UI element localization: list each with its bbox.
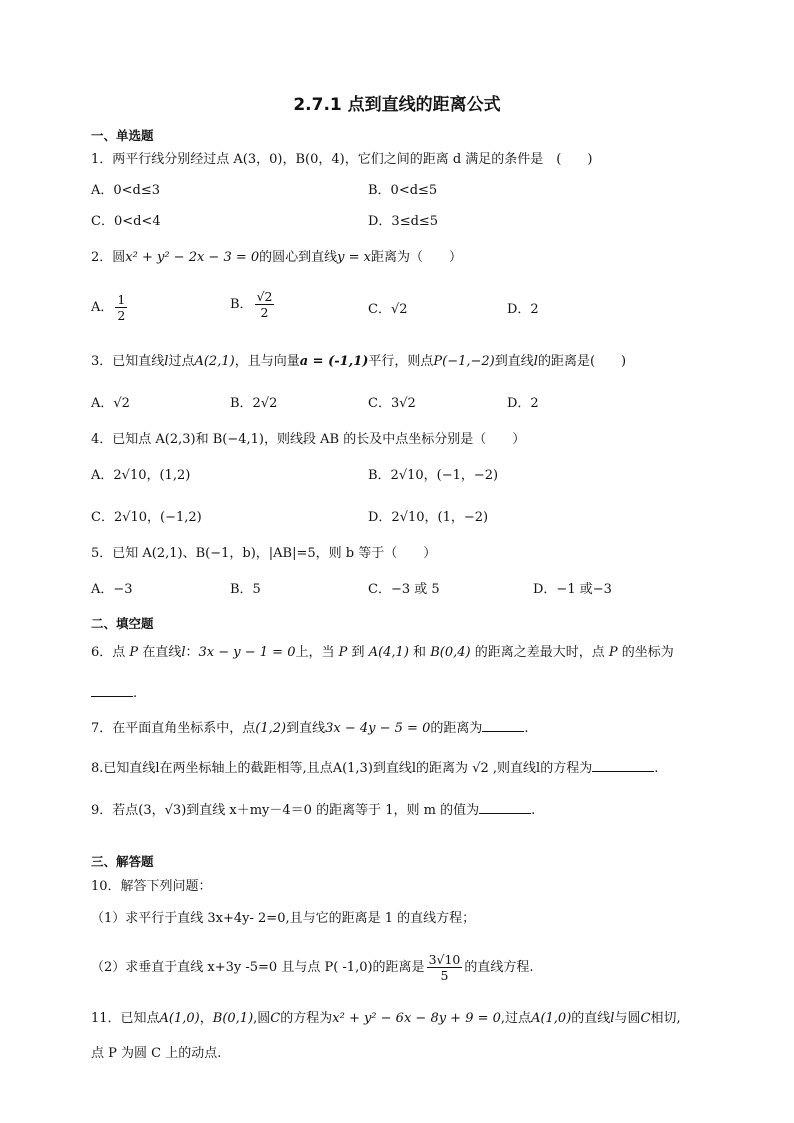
page-title: 2.7.1 点到直线的距离公式	[293, 95, 501, 115]
question-6-stem	[91, 643, 674, 663]
question-5-option-b: B．5	[230, 582, 261, 597]
question-3-line-symbol: l	[164, 354, 169, 369]
question-7-text-2: 到直线	[286, 721, 326, 736]
question-10-part-2-text-2: 的直线方程.	[464, 960, 534, 975]
question-6-answer-blank[interactable]	[91, 683, 133, 697]
question-3-option-b: B．2√2	[230, 396, 278, 411]
question-10-part-2-fraction	[427, 952, 463, 983]
question-2-option-a-fraction	[115, 292, 127, 323]
question-1-option-c: C．0<d<4	[91, 214, 161, 229]
question-8-answer-blank[interactable]	[592, 758, 654, 772]
question-6-point-p-3: P	[608, 645, 618, 660]
question-8-text-2: ,则直线l的方程为	[492, 761, 593, 776]
question-9-text-2: )到直线 x＋my－4＝0 的距离等于 1，则 m 的值为	[181, 803, 480, 818]
question-3-option-a: A．√2	[91, 396, 130, 411]
question-7-text-1: 7．在平面直角坐标系中，点	[91, 721, 256, 736]
question-9-end-mark: .	[531, 803, 536, 818]
question-11-text-7: 相切,	[650, 1011, 681, 1026]
question-3-stem	[91, 352, 626, 372]
question-11-text-6: 与圆	[614, 1011, 641, 1026]
question-3-point-a: A(2,1)	[194, 354, 235, 369]
question-6-point-p: P	[129, 645, 139, 660]
section-heading-fill-in: 二、填空题	[91, 616, 154, 631]
question-3-text-4: 平行，则点	[368, 354, 434, 369]
question-8-stem	[91, 758, 658, 779]
question-3-point-p: P(−1,−2)	[433, 354, 495, 369]
question-9-sqrt-value: √3	[164, 803, 182, 818]
question-3-option-d: D．2	[507, 396, 539, 411]
question-4-option-c: C．2√10，(−1,2)	[91, 510, 202, 525]
section-heading-single-choice: 一、单选题	[91, 128, 154, 143]
question-6-text-6: 的距离之差最大时，点	[474, 645, 605, 660]
question-2-prefix: 2．圆	[91, 250, 126, 265]
question-9-stem	[91, 800, 535, 821]
question-7-text-3: 的距离为	[430, 721, 483, 736]
question-1-option-a: A．0<d≤3	[91, 183, 161, 198]
question-6-end-mark: .	[133, 686, 138, 701]
question-11-text-4: ,过点	[500, 1011, 532, 1026]
question-9-text-1: 9．若点(3，	[91, 803, 165, 818]
question-11-point-b: B(0,1)	[212, 1011, 254, 1026]
section-heading-solutions: 三、解答题	[91, 854, 154, 869]
question-6-point-p-2: P	[338, 645, 348, 660]
question-6-line-equation: 3x − y − 1 = 0	[198, 645, 296, 660]
question-2-mid-text: 的圆心到直线	[259, 250, 338, 265]
question-6-point-a: A(4,1)	[368, 645, 409, 660]
question-3-vector: a = (-1,1)	[299, 354, 369, 369]
question-2-option-b	[230, 289, 276, 320]
question-6-text-5: 到	[351, 645, 365, 660]
question-4-option-a: A．2√10，(1,2)	[91, 468, 191, 483]
question-6-point-b: B(0,4)	[430, 645, 471, 660]
question-2-line-equation: y = x	[337, 250, 372, 265]
question-3-text-5: 到直线	[494, 354, 534, 369]
question-11-text-5: 的直线	[571, 1011, 611, 1026]
question-11-point-a: A(1,0)	[159, 1011, 200, 1026]
question-6-text-4: 上，当	[295, 645, 335, 660]
question-6-text-3: ：	[185, 645, 199, 660]
question-11-line-2: 点 P 为圆 C 上的动点.	[91, 1046, 222, 1061]
fraction-denominator: 5	[440, 968, 449, 983]
question-2-option-d: D．2	[507, 302, 539, 317]
question-4-stem: 4．已知点 A(2,3)和 B(−4,1)，则线段 AB 的长及中点坐标分别是（ ）	[91, 432, 526, 447]
question-6-and: 和	[413, 645, 427, 660]
question-5-option-d: D．−1 或−3	[533, 582, 612, 597]
question-4-option-d: D．2√10，(1，−2)	[368, 510, 489, 525]
question-7-answer-blank[interactable]	[482, 718, 524, 732]
question-11-text-3: 的方程为	[280, 1011, 333, 1026]
question-10-part-2	[91, 952, 534, 983]
question-2-suffix: 距离为（ ）	[371, 250, 463, 265]
question-3-text-3: ，且与向量	[234, 354, 300, 369]
question-9-answer-blank[interactable]	[479, 800, 531, 814]
question-8-distance-value: √2	[472, 761, 489, 776]
question-11-text-2: ,圆	[253, 1011, 271, 1026]
question-6-answer-line	[91, 683, 137, 704]
question-2-stem	[91, 248, 462, 268]
question-8-text-1: 8.已知直线l在两坐标轴上的截距相等,且点A(1,3)到直线l的距离为	[91, 761, 469, 776]
question-11-line-symbol: l	[610, 1011, 615, 1026]
question-11-text-1: 11．已知点	[91, 1011, 160, 1026]
question-8-end-mark: .	[654, 761, 659, 776]
question-5-option-c: C．−3 或 5	[368, 582, 440, 597]
fraction-denominator: 2	[260, 305, 269, 320]
fraction-numerator: 3√10	[428, 952, 461, 967]
question-2-option-a	[91, 292, 129, 323]
question-3-text-1: 3．已知直线	[91, 354, 165, 369]
question-2-circle-equation: x² + y² − 2x − 3 = 0	[125, 250, 260, 265]
question-7-stem	[91, 718, 529, 739]
question-10-stem: 10．解答下列问题：	[91, 879, 212, 894]
question-7-line-equation: 3x − 4y − 5 = 0	[325, 721, 431, 736]
question-7-point: (1,2)	[255, 721, 287, 736]
question-11-circle-c-2: C	[640, 1011, 651, 1026]
question-2-option-a-label: A．	[91, 300, 114, 315]
question-3-line-symbol-2: l	[533, 354, 538, 369]
question-11-comma: ，	[199, 1011, 213, 1026]
question-6-text-1: 6．点	[91, 645, 126, 660]
question-1-option-d: D．3≤d≤5	[368, 214, 439, 229]
question-11-circle-c: C	[270, 1011, 281, 1026]
question-2-option-b-label: B．	[230, 297, 253, 312]
question-6-text-2: 在直线	[142, 645, 182, 660]
question-3-text-2: 过点	[168, 354, 195, 369]
question-2-option-c-value: √2	[390, 302, 408, 317]
question-10-part-2-text-1: （2）求垂直于直线 x+3y -5=0 且与点 P( -1,0)的距离是	[91, 960, 425, 975]
question-11-stem	[91, 1009, 681, 1029]
question-3-text-6: 的距离是( )	[537, 354, 627, 369]
question-11-point-a-2: A(1,0)	[531, 1011, 572, 1026]
question-7-end-mark: .	[524, 721, 529, 736]
question-5-option-a: A．−3	[91, 582, 133, 597]
question-2-option-c	[368, 300, 408, 320]
question-2-option-c-label: C．	[368, 302, 391, 317]
question-3-option-c: C．3√2	[368, 396, 416, 411]
question-6-text-7: 的坐标为	[621, 645, 674, 660]
fraction-numerator: 1	[117, 292, 126, 307]
question-11-circle-equation: x² + y² − 6x − 8y + 9 = 0	[332, 1011, 501, 1026]
question-2-option-b-fraction	[255, 289, 275, 320]
question-1-option-b: B．0<d≤5	[368, 183, 438, 198]
question-6-line-symbol: l	[181, 645, 186, 660]
question-4-option-b: B．2√10，(−1，−2)	[368, 468, 499, 483]
fraction-denominator: 2	[117, 308, 126, 323]
question-1-stem: 1．两平行线分别经过点 A(3，0)，B(0，4)，它们之间的距离 d 满足的条件是 ( )	[91, 152, 593, 167]
fraction-numerator: √2	[256, 289, 273, 304]
question-10-part-1: （1）求平行于直线 3x+4y- 2=0,且与它的距离是 1 的直线方程；	[91, 911, 476, 926]
question-5-stem: 5．已知 A(2,1)、B(−1，b)，|AB|=5，则 b 等于（ ）	[91, 546, 437, 561]
